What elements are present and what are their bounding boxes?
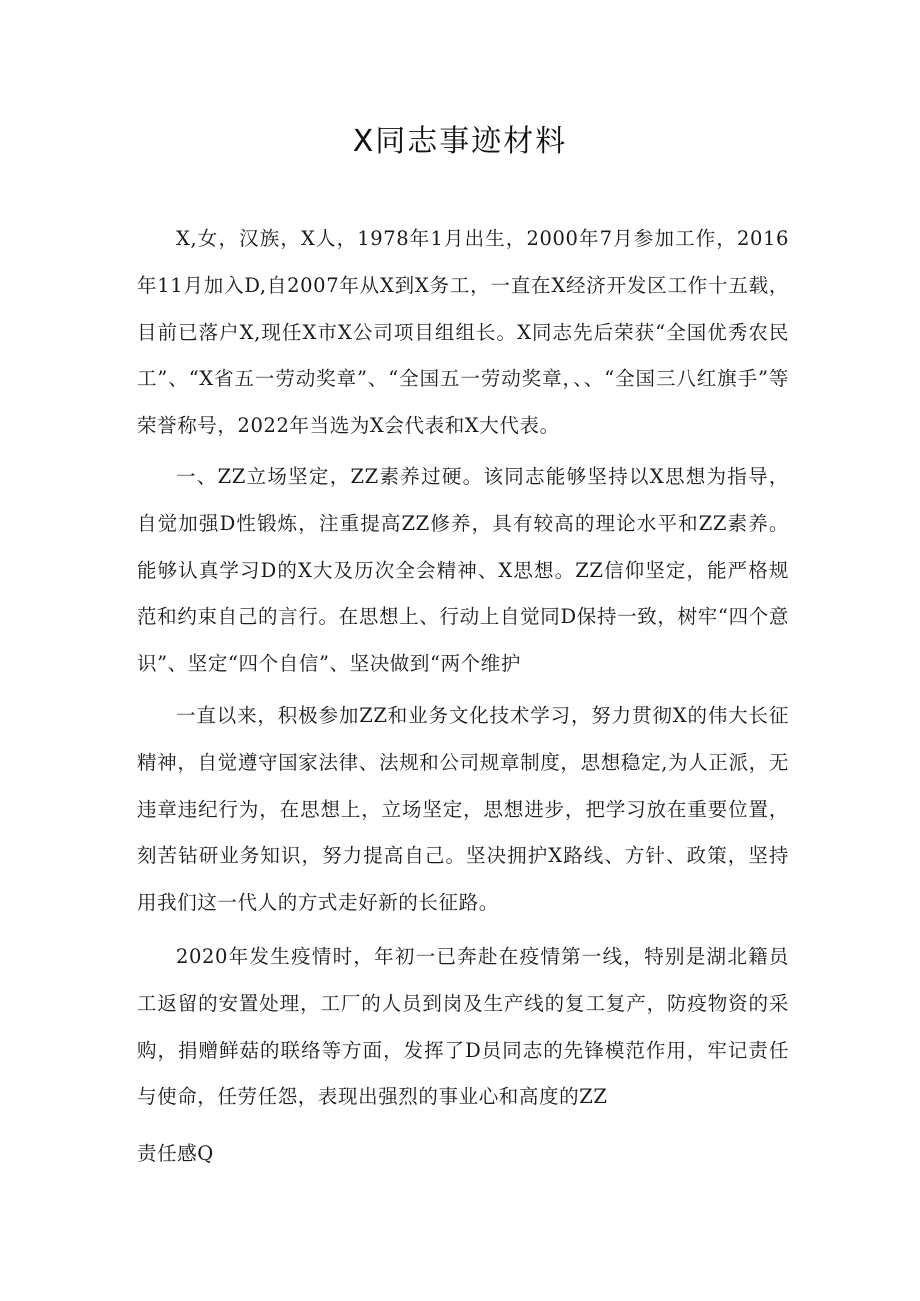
paragraph-continuation: 责任感Q [137, 1142, 214, 1165]
paragraph-personal-profile: X,女，汉族，X人，1978年1月出生，2000年7月参加工作，2016年11月加入D,自2007年从X到X务工，一直在X经济开发区工作十五载，目前已落户X,现任X市X公司项目组组长。X同志先后荣获“全国优秀农民工”、“X省五一劳动奖章”、“全国五一劳动奖章，、、“全国三八红旗手”等荣誉称号，2022年当选为X会代表和X大代表。 [137, 227, 789, 438]
paragraph-study-and-discipline: 一直以来，积极参加ZZ和业务文化技术学习，努力贯彻X的伟大长征精神，自觉遵守国家法律、法规和公司规章制度，思想稳定,为人正派，无违章违纪行为，在思想上，立场坚定，思想进步，把学习放在重要位置，刻苦钻研业务知识，努力提高自己。坚决拥护X路线、方针、政策，坚持用我们这一代人的方式走好新的长征路。 [137, 704, 789, 915]
paragraph-epidemic-response: 2020年发生疫情时，年初一已奔赴在疫情第一线，特别是湖北籍员工返留的安置处理，工厂的人员到岗及生产线的复工复产，防疫物资的采购，捐赠鲜菇的联络等方面，发挥了D员同志的先锋模范作用，牢记责任与使命，任劳任怨，表现出强烈的事业心和高度的ZZ [137, 945, 789, 1109]
document-title: X同志事迹材料 [352, 124, 568, 159]
paragraph-political-stance: 一、ZZ立场坚定，ZZ素养过硬。该同志能够坚持以X思想为指导，自觉加强D性锻炼，注重提高ZZ修养，具有较高的理论水平和ZZ素养。能够认真学习D的X大及历次全会精神、X思想。ZZ信仰坚定，能严格规范和约束自己的言行。在思想上、行动上自觉同D保持一致，树牢“四个意识”、坚定“四个自信”、坚决做到“两个维护 [137, 465, 789, 676]
